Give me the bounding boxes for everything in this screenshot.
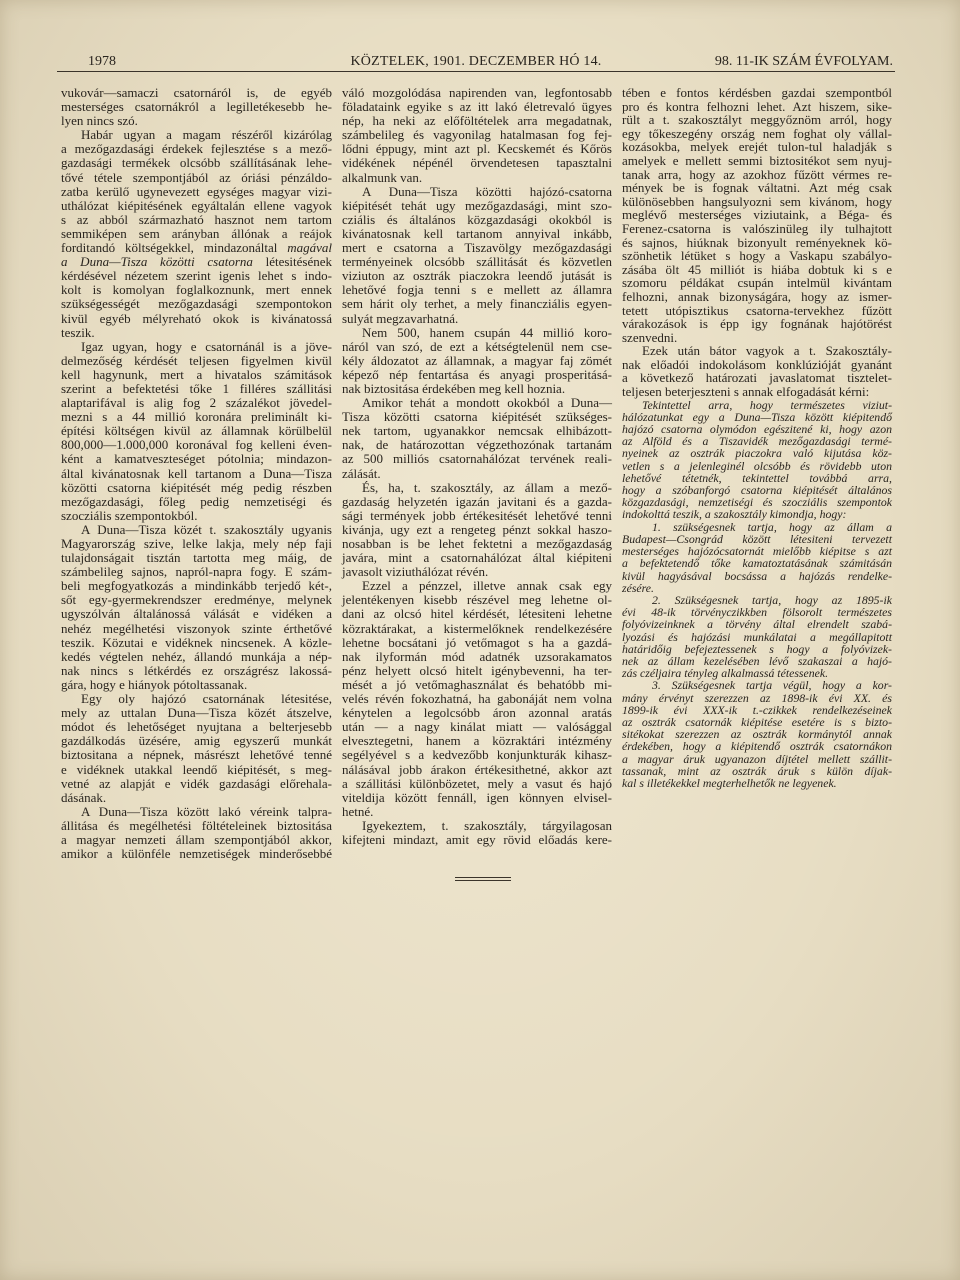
resolution-item — [622, 521, 892, 594]
emphasis-run: a Duna—Tisza közötti csatorna — [61, 254, 253, 270]
text-line: Igyekeztem, t. szakosztály, tárgyilagosan — [362, 817, 612, 833]
text-line: nak ilyformán mód adatnék uzsorakamatos — [342, 648, 612, 664]
text-line: sitékokat szerezzen az osztrák kormánytól annak — [622, 727, 892, 742]
paragraph — [342, 579, 612, 819]
paragraph — [342, 185, 612, 326]
text-line: nek az állam kezelésében lévő szakaszai a hajó- — [622, 653, 892, 668]
text-line: javasolt viziuthálózat révén. — [342, 564, 489, 580]
text-line: Nem 500, hanem csupán 44 millió koro- — [362, 324, 612, 340]
text-line: lehetővé tétetnék, tekintettel továbbá arra, — [622, 470, 892, 485]
text-line: kifejteni mindazt, amit egy rövid előadás kere- — [342, 831, 612, 847]
text-line: viziuton az osztrák piaczokra leendő jutását is — [342, 268, 612, 284]
text-line: Tisza közötti csatorna kiépitését szükséges- — [342, 409, 612, 425]
text-line: gazdálkodás üzésére, amig egyszerű munkát — [61, 733, 332, 749]
text-line: pénz helyett olcsó hitelt igénybevenni, ha ter- — [342, 662, 612, 678]
text-line: tassanak, mint az osztrák áruk s külön díjak- — [622, 763, 892, 778]
text-line: terményeinek olcsóbb szállitását és közvetlen — [342, 254, 612, 270]
text-run: létesitésének — [252, 254, 333, 270]
text-line: szönhetik létüket s hogy a Vaskapu szabályo- — [622, 248, 892, 264]
text-line: hálózatunkat egy a Duna—Tisza között kiépitendő — [622, 409, 892, 424]
text-line: Ezzel a pénzzel, illetve annak csak egy — [362, 578, 612, 594]
text-line: beli megfogyatkozás a mindinkább terjedő két-, — [61, 578, 332, 594]
text-line: 1899-ik évi XXX-ik t.-czikkek rendelkezéseinek — [622, 702, 892, 717]
text-line: nek tartom, ugyanakkor nemcsak elhibázott- — [342, 423, 612, 439]
text-line: lyozási és hajózási munkálatai a megállapitott — [622, 629, 892, 644]
text-line: Habár ugyan a magam részéről kizárólag — [81, 127, 332, 143]
text-line: nak biztositása érdekében meg kell hoznia. — [342, 380, 566, 396]
text-line: lehetővé fogja tenni s e mellett az államra — [342, 282, 612, 298]
paragraph — [61, 805, 332, 861]
text-line: nép, ha neki az előföltételek arra megadatnak, — [342, 113, 612, 129]
paragraph — [61, 86, 332, 128]
text-line: zésére. — [622, 580, 654, 595]
text-line: 2. Szükségesnek tartja, hogy az 1895-ik — [652, 592, 892, 607]
text-line: a befektetendő tőke kamatoztatásának számitásán — [622, 556, 892, 571]
text-line: mését a jó vetőmaghasználat és behatóbb mi- — [342, 676, 612, 692]
text-line: határidőig befejeztessenek s hogy a folyóvizek- — [622, 641, 892, 656]
emphasis-run: magával — [287, 240, 332, 256]
text-line: föladataink egyike s az itt lakó életrevaló ügyes — [342, 99, 612, 115]
text-line: szocziális szempontokból. — [61, 507, 198, 523]
text-line: ugyszólván általánossá válását e vidéken a — [61, 606, 332, 622]
text-line: várakozások is épp igy fognának hajótörést — [622, 316, 892, 332]
text-line: alkalmunk van. — [342, 169, 423, 185]
text-line: biztositana a népnek, másrészt lehetővé tenné — [61, 747, 332, 763]
text-line: évi 48-ik törvényczikkben fölsorolt természetes — [622, 605, 892, 620]
issue-number: 98. 11-IK SZÁM ÉVFOLYAM. — [714, 54, 893, 69]
column-2 — [342, 86, 612, 847]
text-line: teszik. — [61, 324, 95, 340]
text-line: zálását. — [342, 465, 381, 481]
text-line: kedés végtelen nehéz, állandó munkája a nép- — [61, 648, 332, 664]
text-line: semmiképen sem arányban állónak a reájok — [61, 225, 332, 241]
text-line: nosabban is be lehet fektetni a mezőgazdaság — [342, 536, 612, 551]
text-line: e vidéknek utakkal leendő kiépitését, s meg- — [61, 761, 332, 777]
text-line: amelyek e mellett semmi biztositékot sem nyuj- — [622, 152, 892, 168]
text-run: forditandó költségekkel, mindazonáltal — [61, 240, 288, 256]
text-line: képező nép fentartása és anyagi prosperitásá- — [342, 366, 612, 382]
text-line: dásának. — [61, 789, 107, 805]
text-line: segélyével s a kedvezőbb konjunkturák kihasz- — [342, 747, 612, 763]
text-line: És, ha, t. szakosztály, az állam a mező- — [362, 479, 612, 495]
paragraph — [342, 326, 612, 396]
text-line: nehéz megélhetési viszonyok szinte érthetővé — [61, 620, 332, 636]
text-line: sem hárit oly terhet, a mely financziális egyen- — [342, 296, 612, 312]
masthead-date: KÖZTELEK, 1901. DECZEMBER HÓ 14. — [350, 54, 602, 69]
text-line: által kivánatosnak kell tartanom a Duna—Tisza — [61, 465, 332, 481]
text-line: uthálózat kiépitésének egyáltalán ellene vagyok — [61, 197, 332, 213]
text-line: teljesen beterjeszteni s annak elfogadását kérni: — [622, 384, 870, 400]
section-divider — [455, 877, 511, 881]
text-line: amikor a különféle nemzetiségek minderősebbé — [61, 846, 332, 862]
text-line: lődni éppugy, mint azt pl. Kecskemét és Kőrös — [342, 141, 612, 157]
column-1 — [61, 86, 332, 861]
text-line: zatba kerülő ugynevezett egységes magyar vizi- — [61, 183, 332, 199]
text-line: számbelileg és vagyonilag hatalmasan fog fej- — [342, 127, 612, 143]
text-line: közgazdasági, nemzetiségi és szocziális szempontok — [622, 495, 892, 510]
text-line: jelentékenyen kisebb részével meg lehetne ol- — [342, 592, 612, 608]
text-line: nak, de határozottan végzethozónak tartanám — [342, 437, 612, 453]
text-line: Igaz ugyan, hogy e csatornánál is a jöve- — [81, 338, 332, 354]
text-line: közraktárakat, a kistermelőknek rendelkezésére — [342, 620, 612, 636]
paragraph — [342, 396, 612, 481]
paragraph — [61, 523, 332, 692]
text-line: elvesztegetni, hanem a közraktári intézmény — [342, 733, 612, 749]
text-line: kivánatosnak kell tartanom annyival inkább, — [342, 225, 612, 241]
text-line: mert e csatorna a Tiszavölgy mezőgazdasági — [342, 240, 612, 256]
text-line: kivánja, ugy ezt a rengeteg pénzt sokkal haszo- — [342, 521, 612, 537]
text-line: Egy oly hajózó csatornának létesitése, — [81, 691, 332, 707]
text-line: Ferenez-csatorna is valószinüleg ily tulhajtott — [622, 220, 892, 236]
text-line: felhozni, annak bizonyságára, hogy az ismer- — [622, 288, 892, 304]
text-line: meglévő mesterséges viziutaink, a Béga- és — [622, 207, 892, 223]
text-line: gára, hogy e hiányok pótoltassanak. — [61, 676, 248, 692]
text-line: viteldija között fennáll, igen könnyen elvisel- — [342, 789, 612, 805]
text-line: után — a nagy kinálat miatt — valósággal — [342, 719, 612, 735]
text-line: mesterséges csatornákról a legilletékesebb he- — [61, 99, 332, 115]
text-line: a mezőgazdasági érdekek fejlesztése s a mező- — [61, 141, 332, 157]
text-line: tetett utópisztikus csatorna-tervekhez fűzött — [622, 302, 892, 318]
text-line: vetné az alapját e vidék gazdasági előrehala- — [61, 775, 332, 791]
text-line: kiépitését tehát ugy mezőgazdasági, mint szo- — [342, 197, 612, 213]
text-line: javára, mint a csatornahálózat által kiépiteni — [342, 550, 612, 566]
text-line: állitása és megélhetési föltételeinek biztositása — [61, 817, 332, 833]
column-3 — [622, 86, 892, 789]
text-line: nak előadói indokolásom konklúzióját gyanánt — [622, 356, 892, 372]
text-line: dani az olcsó hitel kérdését, létesiteni lehetne — [342, 606, 612, 622]
text-line: hetné. — [342, 803, 374, 819]
text-line: tében e fontos kérdésben gazdai szempontból — [622, 85, 892, 100]
text-line: a szállitási különbözetet, mely a vasut és hajó — [342, 775, 612, 791]
text-line: cziális és általános közgazdasági okokból is — [342, 211, 612, 227]
text-line: velés révén fokozhatná, ha gabonáját nem volna — [342, 691, 612, 707]
text-line: kell hagynunk, mert a hivatalos számitások — [61, 366, 332, 382]
text-line: A Duna—Tisza között lakó véreink talpra- — [81, 803, 332, 819]
text-line: vidékének népénél örvendetesen tapasztalni — [342, 155, 612, 171]
text-line: sulyát megzavarhatná. — [342, 310, 459, 326]
text-line: alaptarifával is alig fog 2 százalékot jövedel- — [61, 395, 332, 411]
text-line: Tekintettel arra, hogy természetes viziut- — [642, 397, 892, 412]
page-number: 1978 — [88, 54, 116, 69]
text-line: s az abból származható hasznot nem tartom — [61, 211, 332, 227]
text-line: és sajnos, hiúknak bizonyult reményeknek kö- — [622, 234, 892, 250]
text-line: zásába ölt 45 milliót is hiába dobtuk ki s e — [622, 261, 892, 277]
text-line: lyen nincs szó. — [61, 113, 138, 129]
text-line: kénytelen a legolcsóbb áron azonnal aratás — [342, 705, 612, 721]
paragraph — [342, 819, 612, 847]
text-line: lehetne bocsátani jó vetőmagot s ha a gazdá- — [342, 634, 612, 650]
text-line: kivül egyéb mélyreható okok is kivánatossá — [61, 310, 332, 326]
text-line: az Alföld és a Tiszavidék mezőgazdasági termé- — [622, 434, 892, 449]
text-line: mesterséges hajózócsatornát mielőbb kiépitse s azt — [622, 544, 892, 559]
text-line: különösebben hangsulyozni sem kivánom, hogy — [622, 193, 892, 209]
text-line: az osztrák csatornák kiépitése esetére is s bizto- — [622, 714, 892, 729]
text-line: A Duna—Tisza közét t. szakosztály ugyanis — [81, 521, 332, 537]
text-line: mely az uttalan Duna—Tisza közét átszelve, — [61, 705, 332, 721]
paragraph — [622, 86, 892, 344]
text-line: szenvedni. — [622, 329, 678, 345]
text-line: Ezek után bátor vagyok a t. Szakosztály- — [642, 343, 892, 359]
text-line — [61, 241, 332, 255]
text-line: mények be is fognak váltatni. Azt még csak — [622, 180, 892, 196]
text-line: Magyarország szive, lelke lakja, mely nép faji — [61, 536, 332, 551]
text-line: gazdasági termékek olcsóbb szállításának lehe- — [61, 155, 332, 171]
paragraph — [61, 340, 332, 523]
paragraph — [622, 344, 892, 398]
text-line: érdekében, hogy a kiépitendő osztrák csatornákon — [622, 739, 892, 754]
text-line: nálásával jobb árakon értékesithetné, akkor azt — [342, 761, 612, 777]
text-line: közötti csatorna kiépitését még pedig részben — [61, 479, 332, 495]
text-line: tulajdonságait tisztán tartotta meg máig, de — [61, 550, 332, 566]
text-line: mezni s a 44 millió koronára preliminált ki- — [61, 409, 332, 425]
text-line: vetlen s a jelenleginél olcsóbb és rövidebb uton — [622, 458, 892, 473]
text-line: tővé tétele szempontjából az óriási pénzáldo- — [61, 169, 332, 185]
text-line: náról van szó, de ezt a kétségtelenül nem cse- — [342, 338, 612, 354]
text-line: 3. Szükségesnek tartja végül, hogy a kor- — [652, 678, 892, 693]
text-line: kal s illetékekkel megterhelhetők ne legyenek. — [622, 775, 837, 790]
text-line: számbelileg sajnos, napról-napra fogy. E szám- — [61, 564, 332, 580]
text-line: 800,000—1.000,000 koronával fog kelleni éven- — [61, 437, 332, 453]
running-header — [0, 53, 960, 71]
text-line: váló mozgolódása napirenden van, legfontosabb — [342, 85, 612, 100]
text-line: hajózó csatorna olymódon egészitené ki, hogy azon — [622, 422, 892, 437]
text-line: sági termények jobb értékesitését lehetővé tenni — [342, 507, 612, 523]
text-line: pro és kontra felhozni lehet. Azt hiszem, sike- — [622, 98, 892, 114]
text-line: az 500 milliós csatornahálózat tervének reali- — [342, 451, 612, 467]
text-line — [61, 255, 332, 269]
text-line: folyóvizeinknek a törvény által elrendelt szabá- — [622, 617, 892, 632]
text-line: módot és lehetőséget nyujtana a belterjesebb — [61, 719, 332, 735]
text-line: szükségességét mezőgazdasági szempontokon — [61, 296, 332, 312]
text-line: Amikor tehát a mondott okokból a Duna— — [362, 395, 612, 411]
text-line: hogy a szóbanforgó csatorna kiépitését általános — [622, 483, 892, 498]
paragraph — [61, 692, 332, 805]
text-line: ként a kamatveszteséget pótolnia; mindazon- — [61, 451, 332, 467]
text-line: vukovár—samaczi csatornáról is, de egyéb — [61, 85, 332, 100]
text-line: mezőgazdasági, főleg pedig nemzetiségi és — [61, 493, 332, 509]
resolution-paragraph — [622, 399, 892, 521]
header-rule — [57, 71, 895, 72]
text-line: a magyar áruk ugyanazon díjtétel mellett szállit- — [622, 751, 892, 766]
text-line: 1. szükségesnek tartja, hogy az állam a — [652, 519, 892, 534]
text-line: szerint a befektetési tőke 1 filléres szállitási — [61, 380, 332, 396]
text-line: kérdésével nézetem szerint igenis lehet s indo- — [61, 268, 332, 284]
text-line: mány érvényt szerezzen az 1898-ik évi XX. és — [622, 690, 892, 705]
text-line: A Duna—Tisza közötti hajózó-csatorna — [362, 183, 612, 199]
resolution-item — [622, 679, 892, 789]
text-line: Budapest—Csongrád között létesiteni tervezett — [622, 531, 892, 546]
text-line: kozásokba, melyek erejét tulon-tul haladják s — [622, 139, 892, 155]
text-line: építési költségen kivül az államnak körülbelül — [61, 423, 332, 439]
text-line: indokolttá teszik, a szakosztály kimondja, hogy: — [622, 507, 847, 522]
text-line: a következő határozati javaslatomat tisztelet- — [622, 370, 892, 386]
text-line: egy tőkeszegény ország nem foghat oly vállal- — [622, 125, 892, 141]
text-line: teszik. Közutai e vidéknek nincsenek. A közle- — [61, 634, 332, 650]
text-line: a magyar nemzeti állam szempontjából akkor, — [61, 831, 332, 847]
text-line: tanak arra, hogy az azokhoz fűzött vérmes re- — [622, 166, 892, 182]
text-line: kolt is komolyan foglalkoznunk, mert ennek — [61, 282, 332, 298]
paragraph — [342, 481, 612, 580]
paragraph — [61, 128, 332, 339]
text-line: rült a t. szakosztályt meggyőznöm arról, hogy — [622, 112, 892, 128]
text-line: kivül hagyásával bocsássa a hajózás rendelke- — [622, 568, 892, 583]
text-line: delmezőség kérdését teljesen figyelmen kivül — [61, 352, 332, 368]
text-line: sőt egy-gyermekrendszer eredménye, melynek — [61, 592, 332, 608]
resolution-item — [622, 594, 892, 679]
text-line: nyeinek az osztrák piaczokra való kijutása köz- — [622, 446, 892, 461]
text-line: gazdaság helyzetén igazán javitani és a gazda- — [342, 493, 612, 509]
text-line: szomoru példákat csupán intelmül kivántam — [622, 275, 892, 291]
text-line: nak nincs s létkérdés ez országrész lakossá- — [61, 662, 332, 678]
text-line: kély áldozatot az államnak, a magyar faj zömét — [342, 352, 612, 368]
text-line: zás czéljaira tényleg alkalmassá tétessenek. — [622, 666, 829, 681]
paragraph — [342, 86, 612, 185]
